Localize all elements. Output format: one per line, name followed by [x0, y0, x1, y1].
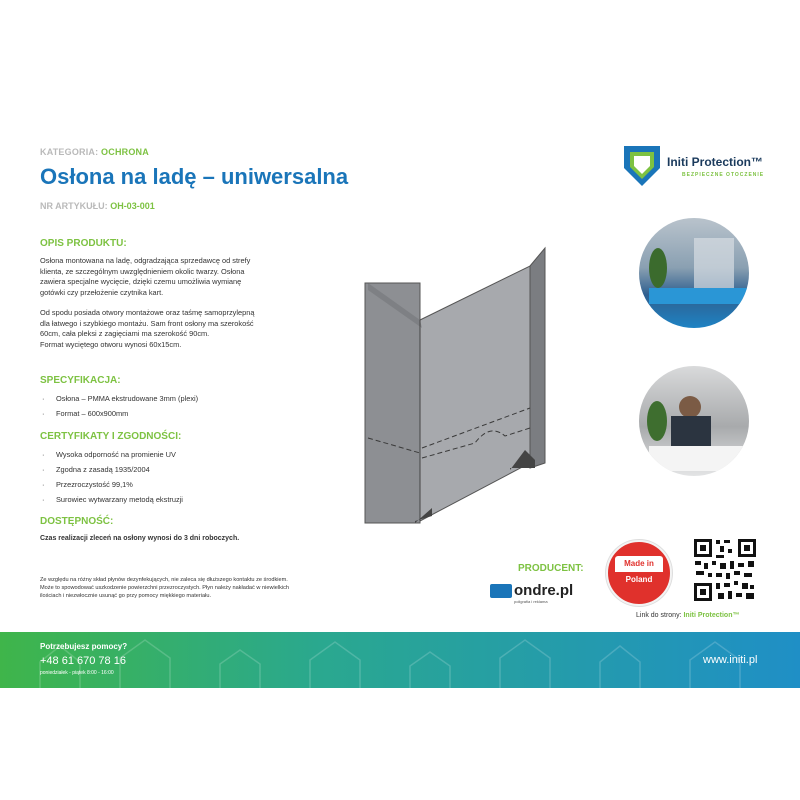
cert-item: · Wysoka odporność na promienie UV [56, 450, 176, 459]
producer-label: PRODUCENT: [518, 563, 584, 574]
description-line: Od spodu posiada otwory montażowe oraz taśmę samoprzylepną [40, 308, 255, 317]
footer-phone[interactable]: +48 61 670 78 16 [40, 655, 126, 667]
category-label: KATEGORIA: [40, 147, 99, 157]
ondre-logo-icon [490, 584, 512, 598]
qr-code-icon[interactable] [692, 537, 758, 603]
description-text [40, 256, 254, 350]
article-value: OH-03-001 [110, 201, 155, 211]
footer-website[interactable]: www.initi.pl [703, 654, 758, 666]
brand-tagline: BEZPIECZNE OTOCZENIE [682, 172, 765, 178]
cert-item: · Przezroczystość 99,1% [56, 480, 133, 489]
care-note-line: Ze względu na różny skład płynów dezynfekujących, nie zaleca się dłuższego kontaktu ze środkiem. [40, 577, 288, 583]
description-line: Osłona montowana na ladę, odgradzająca sprzedawcę od strefy [40, 256, 251, 265]
availability-text: Czas realizacji zleceń na osłony wynosi do 3 dni roboczych. [40, 535, 240, 542]
product-image [360, 238, 560, 528]
link-brand[interactable]: Initi Protection™ [683, 612, 740, 619]
photo-counter-1 [639, 218, 749, 328]
description-line: dla łatwego i szybkiego montażu. Sam front osłony ma szerokość [40, 318, 254, 328]
description-line: 60cm, cała pleksi z zagięciami ma szerokość 90cm. [40, 329, 210, 338]
specs-heading: SPECYFIKACJA: [40, 375, 121, 386]
footer-hours: poniedziałek - piątek 8:00 - 16:00 [40, 670, 114, 676]
article-label: NR ARTYKUŁU: [40, 201, 108, 211]
badge-line2: Poland [625, 575, 653, 584]
shield-icon [622, 144, 662, 188]
spec-item: · Osłona – PMMA ekstrudowane 3mm (plexi) [56, 394, 198, 403]
producer-logo: ondre.pl [514, 582, 574, 599]
website-link-line[interactable] [636, 612, 739, 619]
availability-heading: DOSTĘPNOŚĆ: [40, 516, 114, 527]
description-line: Format wyciętego otworu wynosi 60x15cm. [40, 339, 182, 349]
article-line [40, 201, 155, 211]
care-note-line: Może to spowodować uszkodzenie powierzchni przezroczystych. Płyn należy nakładać w niewielkich [40, 585, 290, 592]
page-title: Osłona na ladę – uniwersalna [40, 164, 349, 189]
spec-item: · Format – 600x900mm [56, 409, 128, 418]
description-line: zawiera specjalne wycięcie, dzięki czemu umożliwia wymianę [40, 277, 242, 286]
description-line: klienta, ze szczególnym uwzględnieniem okolic twarzy. Osłona [40, 266, 245, 276]
link-prefix: Link do strony: [636, 612, 682, 619]
producer-logo-sub: poligrafia i reklama [514, 599, 548, 604]
category-line [40, 147, 149, 157]
description-heading: OPIS PRODUKTU: [40, 238, 127, 249]
care-note-line: ilościach i niezwłocznie usunąć go przy pomocy miękkiego materiału. [40, 593, 211, 600]
cert-item: · Zgodna z zasadą 1935/2004 [56, 465, 150, 474]
footer-bar [0, 632, 800, 688]
certs-heading: CERTYFIKATY I ZGODNOŚCI: [40, 431, 182, 442]
photo-counter-2 [639, 366, 749, 476]
description-line: gotówki czy przełożenie czytnika kart. [40, 287, 164, 297]
footer-help: Potrzebujesz pomocy? [40, 642, 128, 651]
brand-name: Initi Protection™ [667, 155, 763, 169]
badge-line1: Made in [624, 559, 654, 568]
care-note [40, 576, 289, 601]
category-value: OCHRONA [101, 147, 149, 157]
cert-item: · Surowiec wytwarzany metodą ekstruzji [56, 495, 183, 504]
made-in-poland-badge [606, 540, 672, 606]
